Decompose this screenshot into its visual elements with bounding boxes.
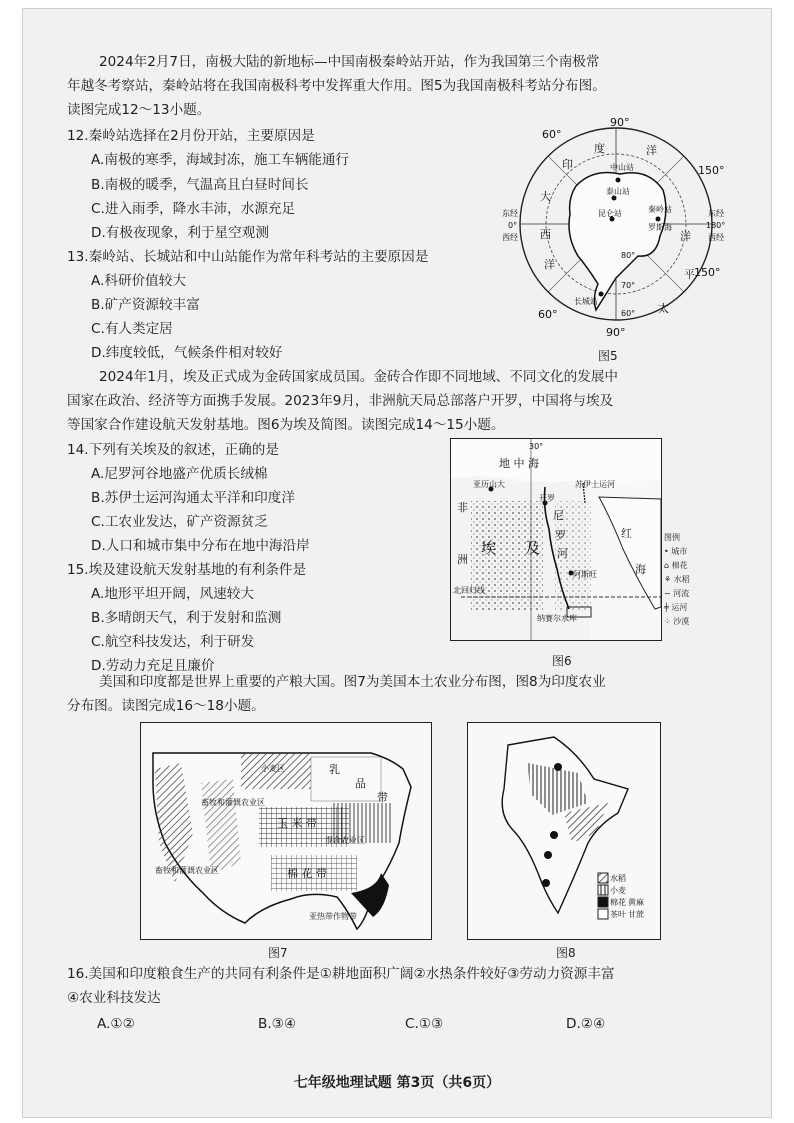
ocean-char: 洋 <box>544 258 555 271</box>
ocean-char: 平 <box>684 268 695 281</box>
lat-80: 80° <box>621 251 636 260</box>
intro-paragraph-3 <box>67 670 727 718</box>
nile-char: 河 <box>557 547 568 560</box>
figure-6-egypt-map <box>450 438 662 641</box>
q12-option-d: D.有极夜现象，利于星空观测 <box>91 225 269 241</box>
deg-bottom: 90° <box>606 326 626 339</box>
q14-option-c: C.工农业发达，矿产资源贫乏 <box>91 514 268 530</box>
legend-sugarcane: 甘 <box>628 910 636 919</box>
intro-paragraph-2 <box>67 365 727 437</box>
question-13-stem: 13.秦岭站、长城站和中山站能作为常年科考站的主要原因是 <box>67 249 429 265</box>
lat-30: 30° <box>529 442 544 451</box>
label-west-lon: 西经 <box>502 233 518 242</box>
q13-option-b: B.矿产资源较丰富 <box>91 297 200 313</box>
legend-sugarcane-2: 蔗 <box>636 910 644 919</box>
figure-8-india-agriculture-map <box>467 722 661 940</box>
lake-nasser: 纳赛尔水库 <box>537 614 577 623</box>
legend-item: ╪ 运河 <box>664 603 688 612</box>
q14-option-b: B.苏伊士运河沟通太平洋和印度洋 <box>91 490 295 506</box>
station-zhongshan: 中山站 <box>610 163 634 172</box>
q16-option-b: B.③④ <box>258 1016 297 1032</box>
label-180deg: 180° <box>706 221 726 230</box>
legend-label-cotton: 棉花 <box>671 561 688 570</box>
ocean-char: 度 <box>594 142 605 155</box>
question-16-stem-2: ④农业科技发达 <box>67 990 161 1006</box>
city-alexandria: 亚历山大 <box>473 480 505 489</box>
legend-wheat: 小 <box>610 886 618 895</box>
legend-label-canal: 运河 <box>671 603 688 612</box>
station-kunlun: 昆仑站 <box>598 209 622 218</box>
legend-cotton-2: 花 <box>618 898 626 907</box>
intro-line: 2024年1月，埃及正式成为金砖国家成员国。金砖合作即不同地域、不同文化的发展中 <box>99 369 619 385</box>
intro-line: 读图完成12～13小题。 <box>67 102 211 118</box>
legend-jute-2: 麻 <box>636 898 644 907</box>
legend-rice: 水 <box>610 874 618 883</box>
nile-char: 尼 <box>553 509 564 522</box>
station-qinling: 秦岭站 <box>648 205 672 214</box>
dairy-char: 品 <box>355 777 366 790</box>
legend-item: ⁘ 沙漠 <box>664 617 690 626</box>
deg-60-bottomleft: 60° <box>538 308 558 321</box>
intro-line: 等国家合作建设航天发射基地。图6为埃及简图。读图完成14～15小题。 <box>67 417 505 433</box>
legend-label-river: 河流 <box>673 589 690 598</box>
ocean-char: 洋 <box>680 230 691 243</box>
legend-item: ⌂ 棉花 <box>664 561 688 570</box>
intro-line: 分布图。读图完成16～18小题。 <box>67 698 265 714</box>
legend-item: ∽ 河流 <box>664 589 690 598</box>
legend-tea-2: 叶 <box>618 910 626 919</box>
red-sea-char: 海 <box>635 563 646 576</box>
legend-item: ⚘ 水稻 <box>664 575 690 584</box>
region-mixed: 混合农业区 <box>325 836 365 845</box>
q14-option-d: D.人口和城市集中分布在地中海沿岸 <box>91 538 310 554</box>
suez-canal: 苏伊士运河 <box>575 480 615 489</box>
q13-option-a: A.科研价值较大 <box>91 273 186 289</box>
deg-150-right: 150° <box>698 164 725 177</box>
region-subtropical: 亚热带作物带 <box>309 912 357 921</box>
africa-char: 非 <box>457 501 468 514</box>
legend-jute: 黄 <box>628 898 636 907</box>
dairy-char: 乳 <box>329 763 340 776</box>
red-sea-char: 红 <box>621 527 632 540</box>
station-changcheng: 长城站 <box>574 297 598 306</box>
legend-wheat-2: 麦 <box>618 886 626 895</box>
q15-option-a: A.地形平坦开阔，风速较大 <box>91 586 254 602</box>
ocean-char: 印 <box>562 158 573 171</box>
egypt-char: 及 <box>525 539 541 557</box>
q15-option-c: C.航空科技发达，利于研发 <box>91 634 255 650</box>
region-west: 畜牧和灌溉农业区 <box>155 866 219 875</box>
q14-option-a: A.尼罗河谷地盛产优质长绒棉 <box>91 466 268 482</box>
legend-tea: 茶 <box>610 910 618 919</box>
region-corn: 玉 米 带 <box>277 817 317 830</box>
region-ranch: 畜牧和灌溉农业区 <box>201 798 265 807</box>
figure-7-usa-agriculture-map <box>140 722 432 940</box>
legend-title: 图例 <box>664 533 680 542</box>
deg-top: 90° <box>610 118 630 129</box>
page-footer: 七年级地理试题 第3页（共6页） <box>293 1075 501 1091</box>
legend-rice-2: 稻 <box>618 874 626 883</box>
dairy-char: 带 <box>377 791 388 804</box>
ocean-char: 洋 <box>646 144 657 157</box>
q15-option-d: D.劳动力充足且廉价 <box>91 658 215 674</box>
label-east-lon-right: 东经 <box>708 209 724 218</box>
question-15-stem: 15.埃及建设航天发射基地的有利条件是 <box>67 562 307 578</box>
deg-150-bottomright: 150° <box>694 266 721 279</box>
lat-60: 60° <box>621 309 636 318</box>
question-12-stem: 12.秦岭站选择在2月份开站，主要原因是 <box>67 128 315 144</box>
ross-sea: 罗斯海 <box>648 223 672 232</box>
figure-5-antarctica-map <box>498 118 728 346</box>
legend-item: • 城市 <box>664 547 688 556</box>
intro-line: 年越冬考察站，秦岭站将在我国南极科考中发挥重大作用。图5为我国南极科考站分布图。 <box>67 78 606 94</box>
egypt-char: 埃 <box>481 539 497 557</box>
label-west-lon-right: 西经 <box>708 233 724 242</box>
intro-line: 国家在政治、经济等方面携手发展。2023年9月，非洲航天局总部落户开罗，中国将与埃及 <box>67 393 614 409</box>
tropic-of-cancer: 北回归线 <box>453 586 485 595</box>
station-taishan: 泰山站 <box>606 187 630 196</box>
ocean-char: 大 <box>540 190 551 203</box>
mediterranean-sea: 地 中 海 <box>499 457 539 470</box>
legend-label-rice: 水稻 <box>673 575 690 584</box>
intro-line: 美国和印度都是世界上重要的产粮大国。图7为美国本土农业分布图，图8为印度农业 <box>99 674 606 690</box>
q16-option-c: C.①③ <box>405 1016 444 1032</box>
ocean-char: 太 <box>658 302 669 315</box>
q13-option-d: D.纬度较低，气候条件相对较好 <box>91 345 283 361</box>
intro-line: 2024年2月7日，南极大陆的新地标—中国南极秦岭站开站，作为我国第三个南极常 <box>99 54 600 70</box>
deg-60-topleft: 60° <box>542 128 562 141</box>
legend-label-desert: 沙漠 <box>673 617 690 626</box>
figure-8-caption: 图8 <box>556 946 576 960</box>
q12-option-b: B.南极的暖季，气温高且白昼时间长 <box>91 177 309 193</box>
figure-5-caption: 图5 <box>598 349 618 363</box>
ocean-char: 西 <box>540 228 551 241</box>
city-aswan: 阿斯旺 <box>573 570 597 579</box>
q12-option-a: A.南极的寒季，海域封冻，施工车辆能通行 <box>91 152 350 168</box>
question-14-stem: 14.下列有关埃及的叙述，正确的是 <box>67 442 279 458</box>
africa-char: 洲 <box>457 553 468 566</box>
intro-paragraph-1 <box>67 50 727 122</box>
q15-option-b: B.多晴朗天气，利于发射和监测 <box>91 610 282 626</box>
q16-option-d: D.②④ <box>566 1016 606 1032</box>
figure-6-legend <box>664 532 724 630</box>
figure-7-caption: 图7 <box>268 946 288 960</box>
legend-label-city: 城市 <box>671 547 688 556</box>
label-0deg: 0° <box>508 221 518 230</box>
legend-cotton: 棉 <box>610 898 618 907</box>
q12-option-c: C.进入雨季，降水丰沛，水源充足 <box>91 201 296 217</box>
lat-70: 70° <box>621 281 636 290</box>
q13-option-c: C.有人类定居 <box>91 321 173 337</box>
city-cairo: 开罗 <box>539 494 555 503</box>
q16-option-a: A.①② <box>97 1016 135 1032</box>
label-east-lon: 东经 <box>502 209 518 218</box>
region-wheat: 小麦区 <box>261 764 285 773</box>
question-16-stem: 16.美国和印度粮食生产的共同有利条件是①耕地面积广阔②水热条件较好③劳动力资源丰富 <box>67 966 615 982</box>
region-cotton: 棉 花 带 <box>287 867 327 880</box>
figure-6-caption: 图6 <box>552 654 572 668</box>
nile-char: 罗 <box>555 529 566 542</box>
